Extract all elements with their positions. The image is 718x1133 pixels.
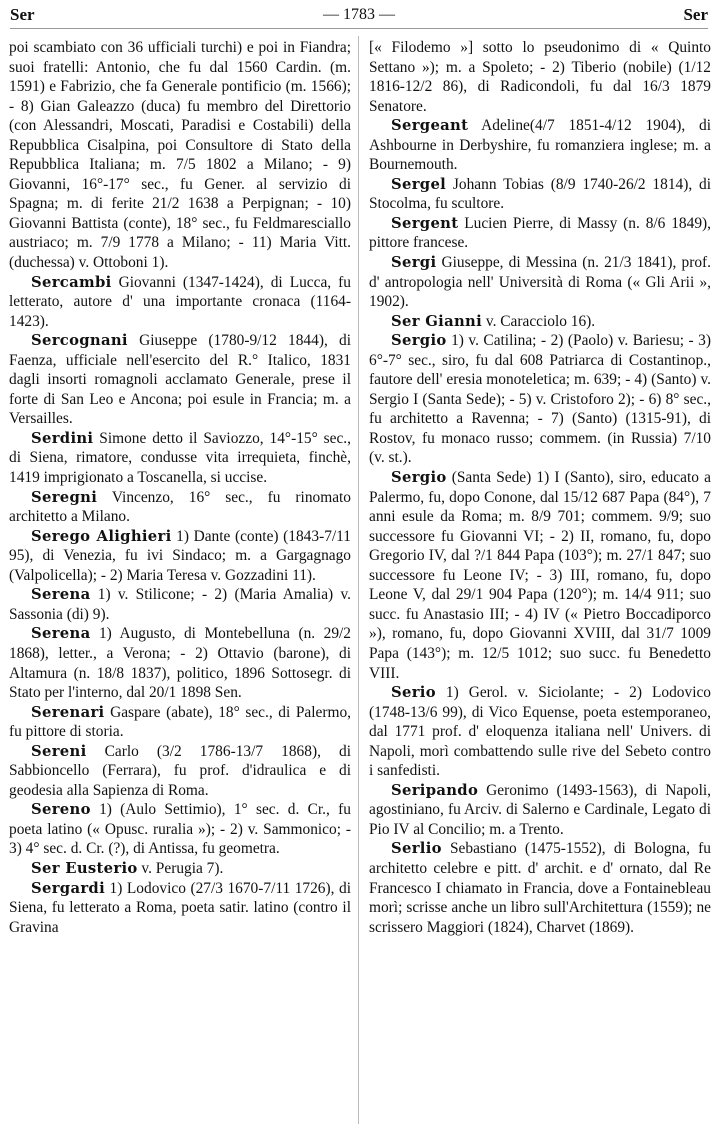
dictionary-entry — [369, 839, 711, 937]
entry-headword: Sergio — [391, 469, 447, 487]
entry-text: 1) Gerol. v. Siciolante; - 2) Lodovico (1748-13/6 99), di Vico Equense, poeta estemporaneo, dal 1771 prof. d' eloquenza italiana nell' Univers. di Napoli, morì combattendo sulle rive del Sebeto contro i sanfedisti. — [369, 684, 711, 780]
entry-text: Carlo (3/2 1786-13/7 1868), di Sabbioncello (Ferrara), fu prof. d'idraulica e di geodesia alla Sapienza di Roma. — [9, 742, 351, 799]
page-number: — 1783 — — [323, 6, 395, 23]
entry-headword: Sergio — [391, 332, 447, 350]
entry-text: Geronimo (1493-1563), di Napoli, agostiniano, fu Arciv. di Salerno e Cardinale, Legato di Pio IV al Concilio; m. a Trento. — [369, 781, 711, 838]
dictionary-entry — [369, 781, 711, 840]
entry-headword: Sereno — [31, 801, 91, 819]
entry-headword: Serego Alighieri — [31, 527, 172, 545]
dictionary-entry — [9, 488, 351, 527]
dictionary-entry — [369, 312, 711, 332]
entry-text: Giovanni (1347-1424), di Lucca, fu letterato, autore d' una importante cronaca (1164-1423). — [9, 273, 352, 330]
left-column — [9, 38, 351, 937]
entry-text: 1) (Aulo Settimio), 1° sec. d. Cr., fu poeta latino (« Opusc. ruralia »); - 2) v. Sammonico; - 3) 4° sec. d. Cr. (?), di Antissa, fu geometra. — [9, 801, 351, 858]
entry-text: Sebastiano (1475-1552), di Bologna, fu architetto celebre e pitt. d' archit. e d' ornato, dal Re Francesco I chiamato in Francia, dove a Fontainebleau morì; scrisse anche un libro sull'Architettura (1559); ne scrissero Maggiori (1824), Charvet (1869). — [369, 840, 711, 936]
page-header — [10, 2, 708, 29]
dictionary-entry — [9, 273, 351, 332]
entry-headword: Seripando — [391, 781, 479, 799]
dictionary-entry — [9, 859, 351, 879]
dictionary-entry — [9, 879, 351, 938]
dictionary-entry — [369, 683, 711, 781]
entry-text: Lucien Pierre, di Massy (n. 8/6 1849), pittore francese. — [369, 214, 711, 252]
entry-text: v. Caracciolo 16). — [485, 312, 596, 330]
dictionary-entry — [369, 116, 711, 175]
dictionary-entry — [9, 527, 351, 586]
entry-text: 1) Lodovico (27/3 1670-7/11 1726), di Siena, fu letterato a Roma, poeta satir. latino (contro il Gravina — [9, 879, 351, 936]
entry-headword: Sercambi — [31, 273, 112, 291]
header-left-word: Ser — [10, 5, 35, 24]
dictionary-entry — [369, 38, 711, 116]
dictionary-entry — [9, 703, 351, 742]
entry-text: 1) v. Stilicone; - 2) (Maria Amalia) v. Sassonia (di) 9). — [9, 586, 351, 623]
entry-text: Giuseppe, di Messina (n. 21/3 1841), prof. d' antropologia nell' Università di Roma (« Gli Arii », 1902). — [369, 254, 711, 311]
entry-headword: Sergel — [391, 175, 447, 193]
entry-headword: Serlio — [391, 840, 442, 858]
dictionary-entry — [9, 624, 351, 702]
entry-text: poi scambiato con 36 ufficiali turchi) e poi in Fiandra; suoi fratelli: Antonio, che fu dal 1560 Cardin. (m. 1591) e Fabrizio, che fa Generale pontificio (m. 1566); - 8) Gian Galeazzo (duca) fu membro del Direttorio (con Alessandri, Moscati, Paradisi e Costabili) della Repubblica Cisalpina, poi Consultore di Stato della Repubblica Italiana; m. 7/5 1802 a Milano; - 9) Giovanni, 16°-17° sec., fu Gener. al servizio di Spagna; m. di ferite 21/2 1638 a Perpignan; - 10) Giovanni Battista (conte), 18° sec., fu Feldmaresciallo austriaco; m. 7/9 1778 a Milano; - 11) Maria Vitt. (duchessa) v. Ottoboni 1). — [9, 39, 351, 272]
dictionary-entry — [369, 175, 711, 214]
entry-text: 1) v. Catilina; - 2) (Paolo) v. Bariesu; - 3) 6°-7° sec., siro, fu dal 608 Patriarca di Costantinop., fautore dell' eresia monoteletica; m. 639; - 4) (Santo) v. Sergio I (Santa Sede); - 5) v. Cristoforo 2); - 6) 8° sec., fu architetto a Ravenna; - 7) (Santo) (1315-91), di Rostov, fu monaco russo; commem. (in Russia) 7/10 (v. st.). — [369, 332, 711, 467]
dictionary-entry — [9, 429, 351, 488]
dictionary-entry — [9, 742, 351, 801]
dictionary-entry — [9, 800, 351, 859]
entry-headword: Sereni — [31, 742, 87, 760]
entry-headword: Serdini — [31, 429, 94, 447]
entry-headword: Serenari — [31, 703, 105, 721]
entry-text: Simone detto il Saviozzo, 14°-15° sec., di Siena, rimatore, condusse vita irrequieta, finchè, 1419 imprigionato a Toscanella, si uccise. — [9, 429, 351, 487]
entry-text: (Santa Sede) 1) I (Santo), siro, educato a Palermo, fu, dopo Conone, dal 15/12 687 Papa (84°), 7 anni esule da Roma; m. 8/9 701; commem. 9/9; suo successore fu Giovanni VI; - 2) II, romano, fu, dopo Gregorio IV, dal ?/1 844 Papa (103°); m. 27/1 847; suo successore fu Leone IV; - 3) III, romano, fu, dopo Leone V, dal 29/1 904 Papa (120°); m. 14/4 911; suo succ. fu Anastasio III; - 4) IV (« Pietro Boccadiporco »), romano, fu, dopo Giovanni XVIII, dal 31/7 1009 Papa (143°); m. 12/5 1012; suo succ. fu Benedetto VIII. — [369, 469, 711, 682]
entry-headword: Sergent — [391, 214, 459, 232]
entry-text: Gaspare (abate), 18° sec., di Palermo, fu pittore di storia. — [9, 703, 351, 741]
column-divider — [358, 36, 359, 1124]
entry-headword: Sergi — [391, 254, 437, 272]
dictionary-entry — [369, 331, 711, 468]
dictionary-entry — [369, 468, 711, 683]
entry-headword: Ser Gianni — [391, 312, 483, 330]
right-column — [369, 38, 711, 937]
entry-headword: Sercognani — [31, 332, 128, 350]
entry-headword: Seregni — [31, 488, 98, 506]
entry-text: [« Filodemo »] sotto lo pseudonimo di « Quinto Settano »); m. a Spoleto; - 2) Tiberio (nobile) (1/12 1816-12/2 86), di Radicondoli, fu dal 16/3 1879 Senatore. — [369, 39, 711, 115]
dictionary-entry — [369, 214, 711, 253]
entry-text: v. Perugia 7). — [141, 859, 224, 877]
dictionary-entry — [369, 253, 711, 312]
entry-headword: Sergardi — [31, 879, 105, 897]
entry-headword: Serena — [31, 586, 91, 604]
entry-text: Johann Tobias (8/9 1740-26/2 1814), di Stocolma, fu scultore. — [369, 175, 711, 213]
entry-headword: Ser Eusterio — [31, 859, 138, 877]
entry-headword: Serio — [391, 684, 436, 702]
dictionary-entry — [9, 585, 351, 624]
entry-text: 1) Augusto, di Montebelluna (n. 29/2 1868), letter., a Verona; - 2) Ottavio (barone), di Altamura (n. 18/8 1837), politico, 1896 Sottosegr. di Stato per l'interno, dal 20/1 1898 Sen. — [9, 625, 351, 702]
dictionary-entry — [9, 331, 351, 429]
entry-text: Giuseppe (1780-9/12 1844), di Faenza, ufficiale nell'esercito del R.° Italico, 1831 dagli insorti romagnoli acclamato Generale, prese il forte di San Leo e Ancona; poi esule in Francia; m. a Versailles. — [9, 332, 351, 428]
entry-text: 1) Dante (conte) (1843-7/11 95), di Venezia, fu ivi Sindaco; m. a Gargagnago (Valpolicella); - 2) Maria Teresa v. Gozzadini 11). — [9, 527, 351, 584]
entry-text: Vincenzo, 16° sec., fu rinomato architetto a Milano. — [9, 488, 351, 526]
dictionary-entry — [9, 38, 351, 273]
header-right-word: Ser — [683, 5, 708, 24]
entry-headword: Sergeant — [391, 117, 469, 135]
entry-text: Adeline(4/7 1851-4/12 1904), di Ashbourne in Derbyshire, fu romanziera inglese; m. a Bournemouth. — [369, 117, 711, 174]
entry-headword: Serena — [31, 625, 91, 643]
